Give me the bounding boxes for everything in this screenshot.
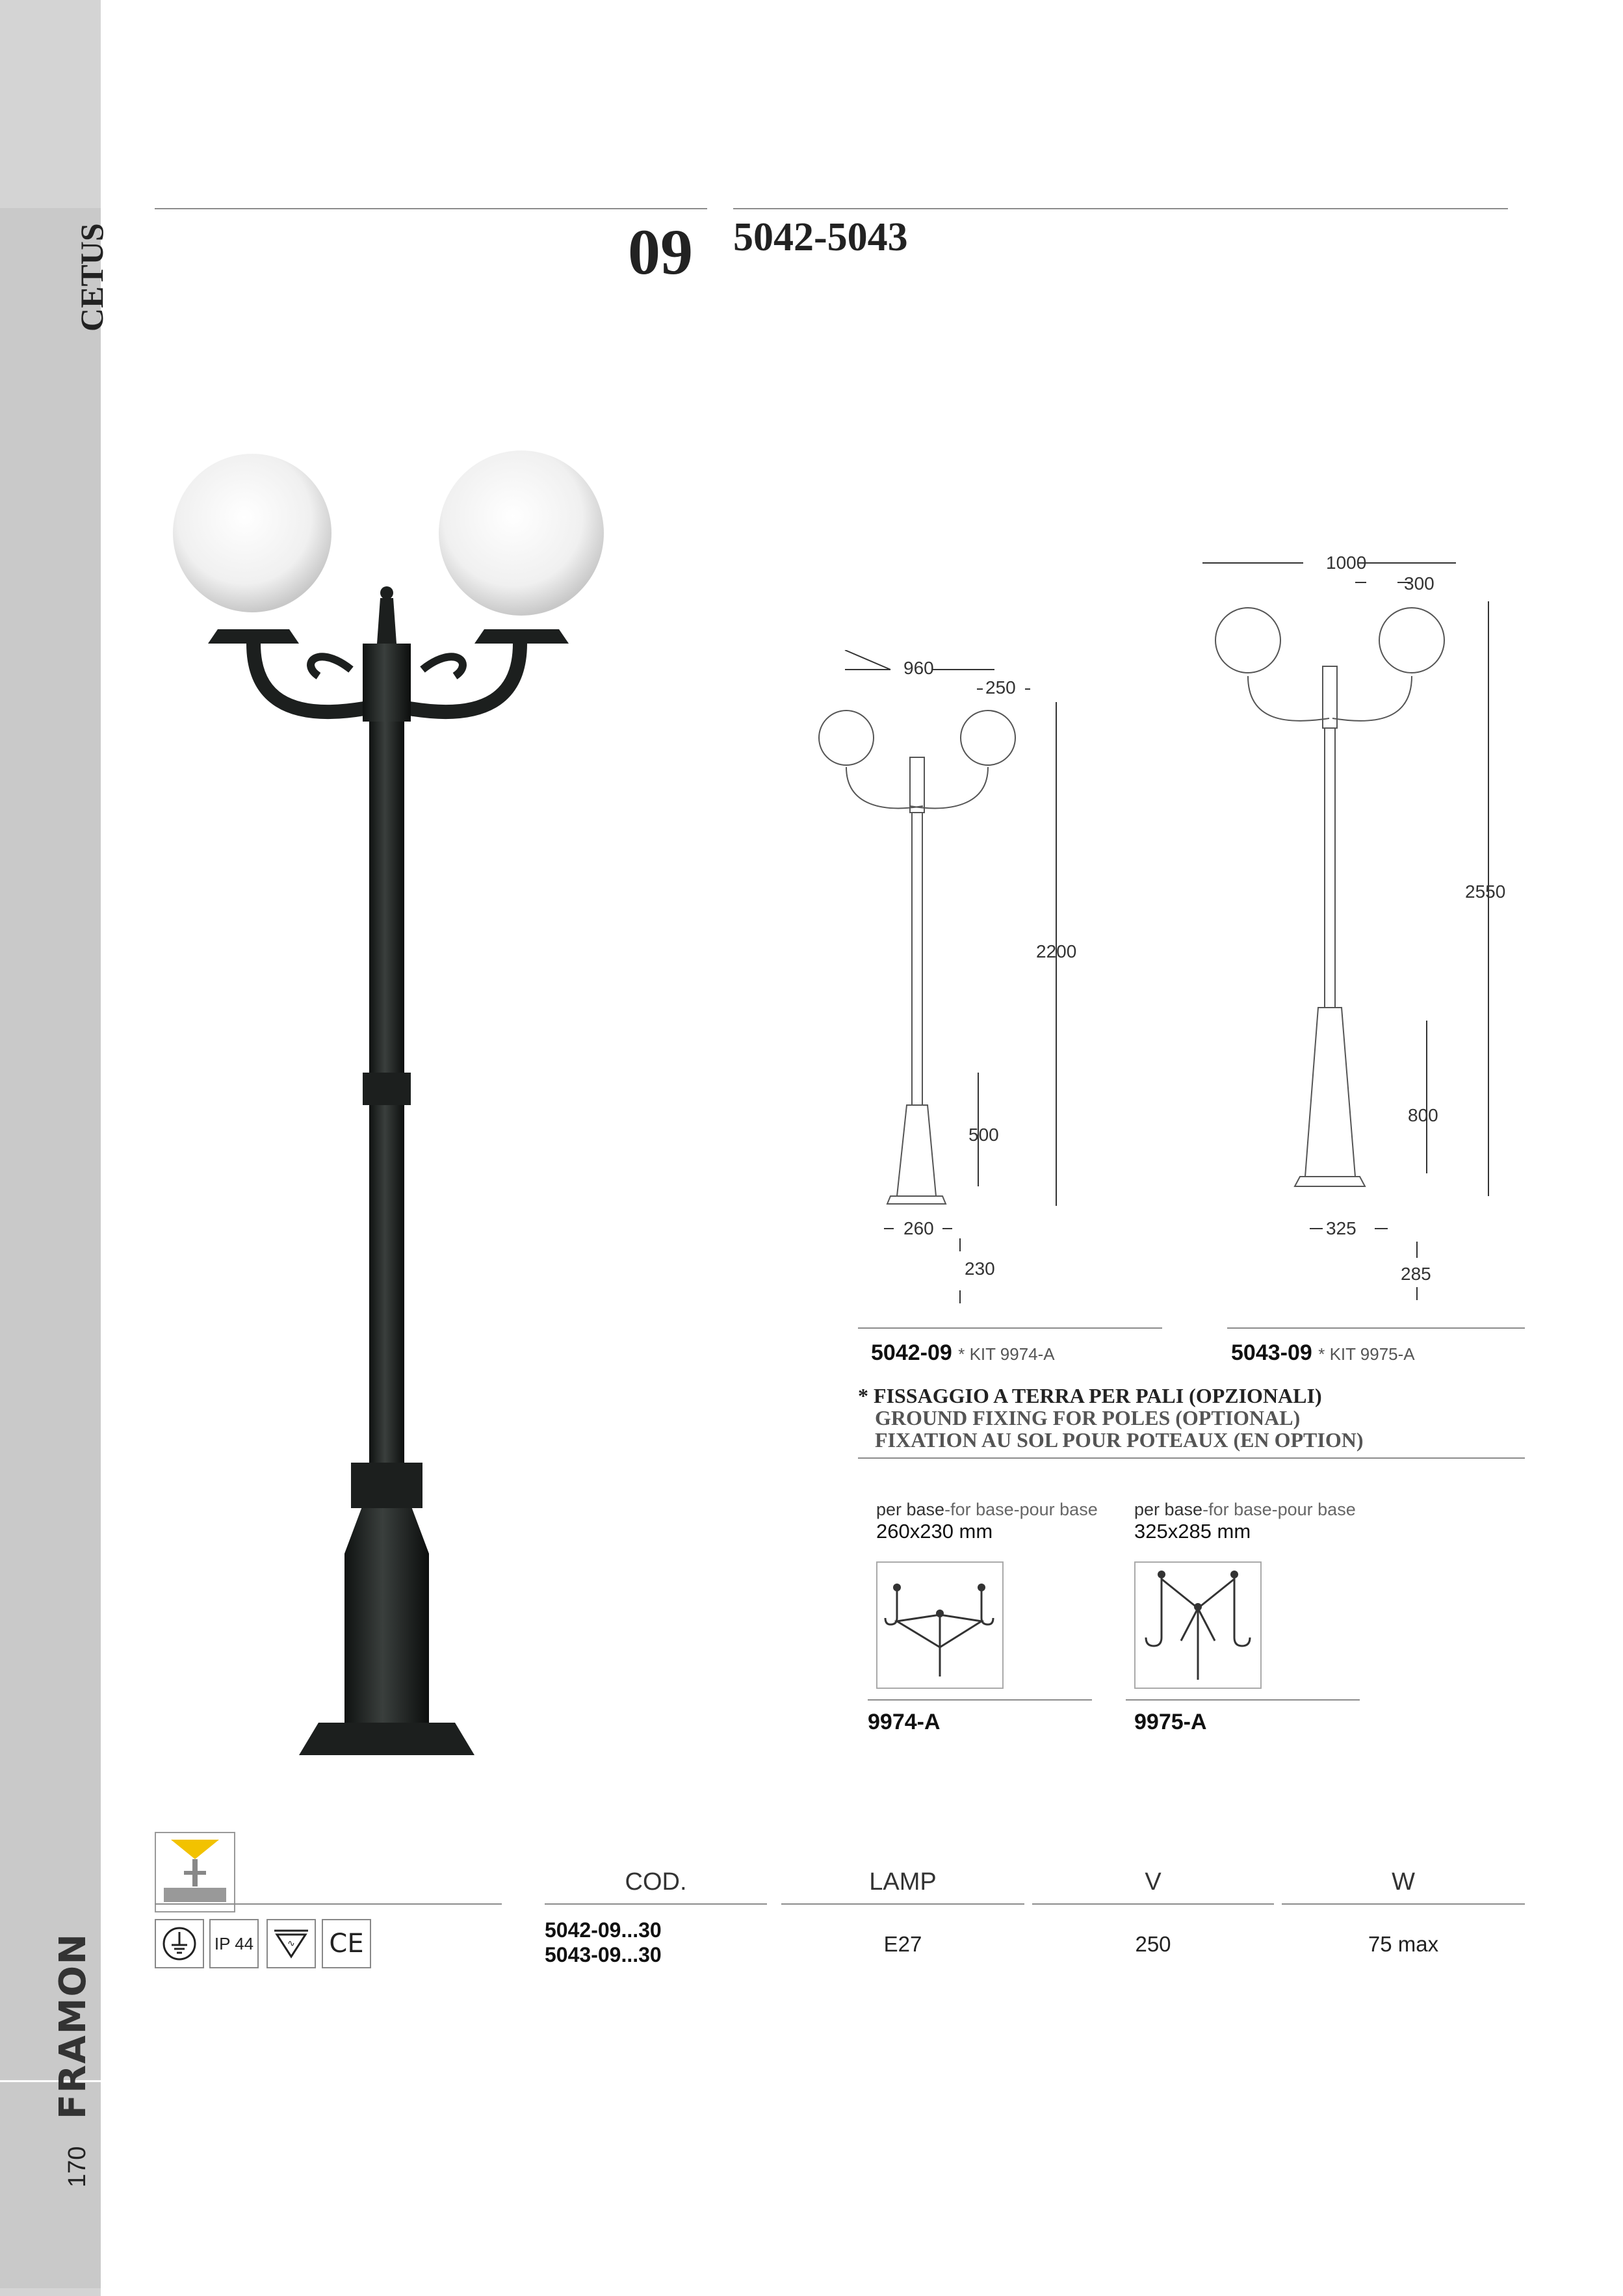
globe-right [439,450,604,616]
note-line-en: GROUND FIXING FOR POLES (OPTIONAL) [875,1406,1301,1429]
code-5043: 5043-09...30 [545,1943,662,1966]
pole-base [344,1502,429,1736]
kit-rule-9975 [1126,1699,1360,1701]
ce-mark-icon [322,1919,371,1968]
drawing-5043 [1202,553,1514,1313]
kit-size: 325x285 mm [1134,1520,1251,1543]
kit-size: 260x230 mm [876,1520,993,1543]
svg-text:∿: ∿ [287,1938,295,1949]
table-w-value: 75 max [1368,1932,1439,1956]
model-label-5042 [871,1340,1055,1366]
kit-caption-rest: -for base-pour base [944,1500,1098,1519]
code-5042: 5042-09...30 [545,1918,662,1942]
model-code: 5043-09 [1231,1340,1312,1365]
col-rule-v [1032,1903,1274,1905]
kit-caption-main: per base [1134,1500,1203,1519]
dim-5043-base-height: 800 [1408,1105,1438,1125]
note-rule [858,1457,1525,1459]
ground-fixing-note [858,1385,1363,1451]
header-rule-left [155,208,707,209]
series-name: CETUS [73,223,110,332]
kit-image-9975 [1134,1561,1262,1689]
dim-5042-arm: 250 [985,677,1016,698]
kit-caption-9975 [1134,1499,1356,1542]
dim-5042-base-height: 500 [968,1125,999,1145]
model-range-title: 5042-5043 [733,215,908,259]
note-line-it: * FISSAGGIO A TERRA PER PALI (OPZIONALI) [858,1384,1322,1407]
table-v-value: 250 [1135,1932,1171,1956]
anchor-kit-icon [877,1563,1002,1688]
dim-5042-width: 960 [903,658,934,678]
note-line-fr: FIXATION AU SOL POUR POTEAUX (EN OPTION) [875,1428,1364,1452]
earth-class-icon [155,1919,204,1968]
dim-5042-base-width: 260 [903,1218,934,1238]
ip-rating-badge: IP 44 [209,1919,259,1968]
col-rule-w [1282,1903,1525,1905]
table-header-cod: COD. [625,1868,687,1896]
kit-rule-9974 [868,1699,1092,1701]
model-rule-5043 [1227,1327,1525,1329]
ground-lamp-icon [155,1832,235,1912]
dim-5043-width: 1000 [1326,553,1367,573]
kit-image-9974 [876,1561,1004,1689]
header-rule-right [733,208,1508,209]
kit-caption-rest: -for base-pour base [1202,1500,1356,1519]
ce-mark-text: CE [329,1929,364,1959]
kit-caption-9974 [876,1499,1098,1542]
model-rule-5042 [858,1327,1162,1329]
model-kit: * KIT 9974-A [958,1344,1055,1364]
flammable-surface-icon [266,1919,316,1968]
kit-code-9975: 9975-A [1134,1710,1207,1734]
model-kit: * KIT 9975-A [1318,1344,1415,1364]
page-number: 170 [64,2146,91,2187]
table-header-w: W [1392,1868,1415,1896]
model-code: 5042-09 [871,1340,952,1365]
anchor-kit-icon [1136,1563,1260,1688]
brand-logo: FRAMON [52,1933,94,2119]
dim-5043-base-width: 325 [1326,1218,1357,1238]
drawing-5042 [806,650,1118,1326]
globe-left [173,454,331,612]
col-rule-lamp [781,1903,1024,1905]
dim-5043-height: 2550 [1465,881,1506,902]
dim-5043-arm: 300 [1404,573,1435,594]
model-label-5043 [1231,1340,1415,1366]
section-number: 09 [628,216,693,288]
lamp-post-photo [156,449,637,1762]
dim-5042-base-depth: 230 [965,1259,995,1279]
dim-5042-height: 2200 [1036,941,1077,961]
pole-shaft [369,722,404,1502]
dim-5043-base-depth: 285 [1401,1264,1431,1284]
table-codes [545,1918,662,1967]
kit-caption-main: per base [876,1500,945,1519]
table-header-lamp: LAMP [869,1868,937,1896]
table-lamp-value: E27 [883,1932,922,1956]
kit-code-9974: 9974-A [868,1710,941,1734]
col-rule-cod [545,1903,767,1905]
table-header-v: V [1145,1868,1162,1896]
cert-rule [155,1903,502,1905]
